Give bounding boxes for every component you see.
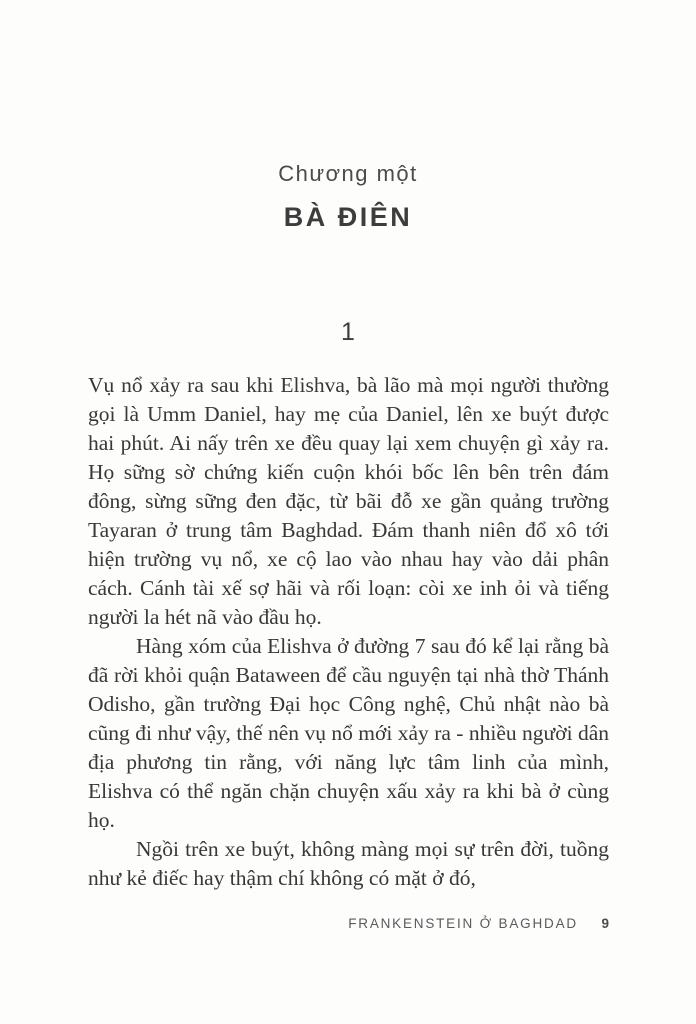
paragraph: Ngồi trên xe buýt, không màng mọi sự trên đời, tuồng như kẻ điếc hay thậm chí không có mặt ở đó, xyxy=(88,837,609,890)
body-text xyxy=(88,371,609,893)
chapter-title: BÀ ĐIÊN xyxy=(283,202,413,232)
page-footer xyxy=(88,916,609,931)
running-title: FRANKENSTEIN Ở BAGHDAD xyxy=(348,916,578,931)
section-number: 1 xyxy=(341,318,355,346)
page-number: 9 xyxy=(601,916,609,931)
paragraph: Vụ nổ xảy ra sau khi Elishva, bà lão mà mọi người thường gọi là Umm Daniel, hay mẹ của Daniel, lên xe buýt được hai phút. Ai nấy trên xe đều quay lại xem chuyện gì xảy ra. Họ sững sờ chứng kiến cuộn khói bốc lên bên trên đám đông, sừng sững đen đặc, từ bãi đỗ xe gần quảng trường Tayaran ở trung tâm Baghdad. Đám thanh niên đổ xô tới hiện trường vụ nổ, xe cộ lao vào nhau hay vào dải phân cách. Cánh tài xế sợ hãi và rối loạn: còi xe inh ỏi và tiếng người la hét nã vào đầu họ. xyxy=(88,373,609,629)
chapter-label: Chương một xyxy=(278,161,418,186)
paragraph: Hàng xóm của Elishva ở đường 7 sau đó kể lại rằng bà đã rời khỏi quận Bataween để cầu nguyện tại nhà thờ Thánh Odisho, gần trường Đại học Công nghệ, Chủ nhật nào bà cũng đi như vậy, thế nên vụ nổ mới xảy ra - nhiều người dân địa phương tin rằng, với năng lực tâm linh của mình, Elishva có thể ngăn chặn chuyện xấu xảy ra khi bà ở cùng họ. xyxy=(88,634,609,832)
